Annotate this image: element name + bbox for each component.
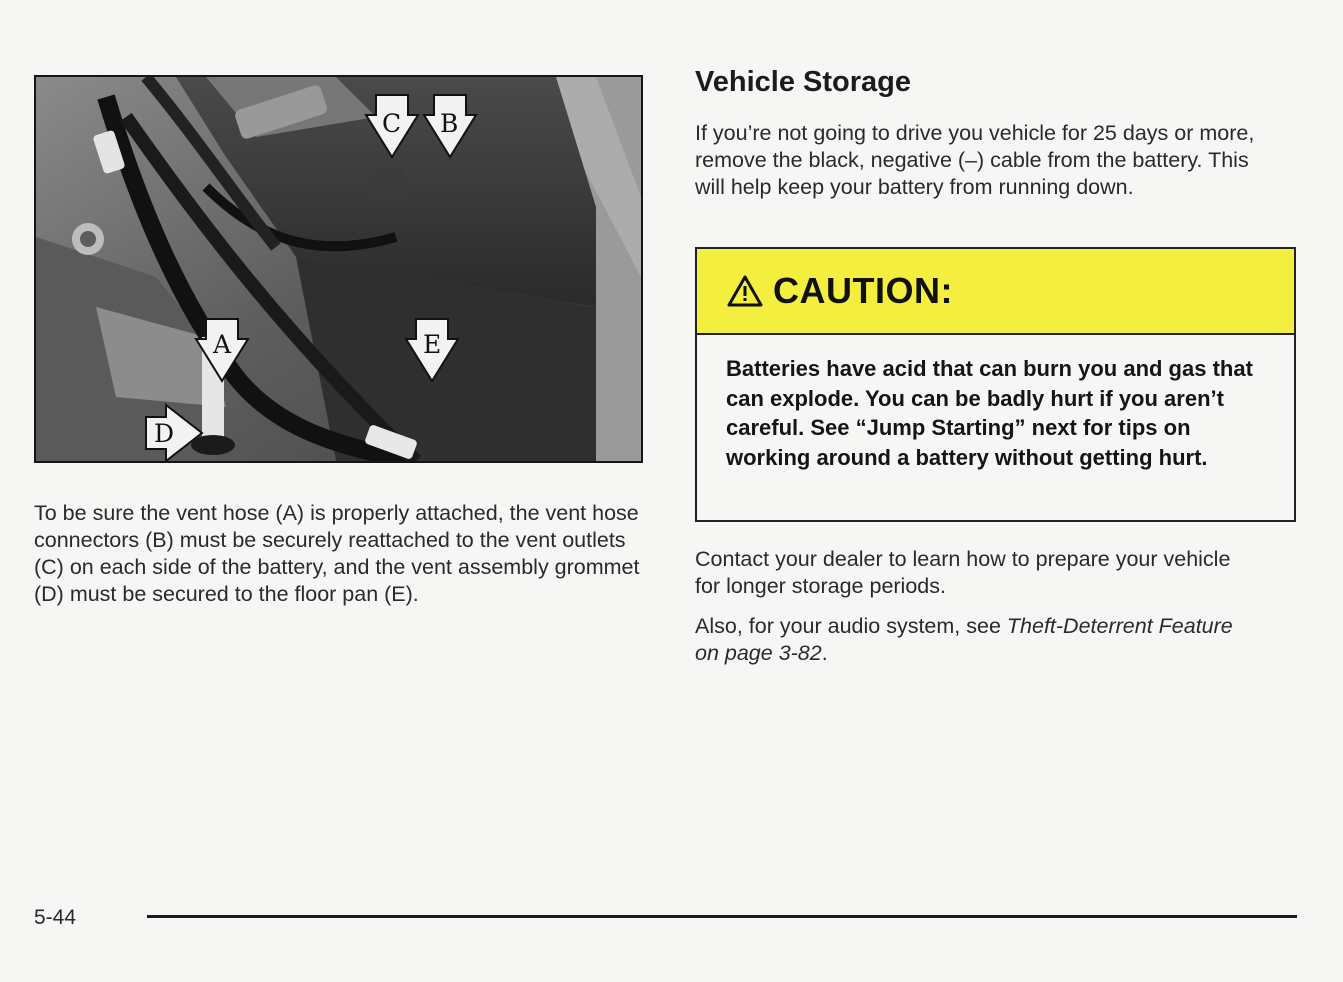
callout-c-label: C — [382, 109, 402, 138]
storage-intro-paragraph: If you’re not going to drive you vehicle for 25 days or more, remove the black, negative (–) cable from the battery. This will help keep your battery from running down. — [695, 121, 1255, 199]
audio-paragraph — [695, 613, 1255, 667]
callout-b-label: B — [440, 109, 459, 138]
battery-photo — [34, 75, 643, 463]
callout-d-label: D — [154, 419, 175, 448]
caution-box — [695, 247, 1296, 522]
page-number: 5-44 — [34, 906, 77, 929]
battery-illustration — [36, 77, 641, 461]
warning-triangle-icon — [727, 275, 763, 307]
caution-header — [697, 249, 1294, 335]
caution-title: CAUTION: — [773, 270, 953, 311]
dealer-paragraph: Contact your dealer to learn how to prepare your vehicle for longer storage periods. — [695, 547, 1231, 598]
audio-suffix: . — [821, 641, 828, 665]
callout-a-label: A — [213, 330, 232, 359]
audio-prefix: Also, for your audio system, see — [695, 614, 1007, 638]
footer-rule — [147, 915, 1297, 918]
caution-text: Batteries have acid that can burn you and gas that can explode. You can be badly hurt if you aren’t careful. See “Jump Starting” next for tips on working around a battery without getting hurt. — [726, 356, 1253, 470]
cross-reference-link[interactable]: Theft-Deterrent Feature on page 3-82 — [695, 614, 1233, 665]
callout-e-label: E — [423, 330, 442, 359]
figure-caption: To be sure the vent hose (A) is properly attached, the vent hose connectors (B) must be securely reattached to the vent outlets (C) on each side of the battery, and the vent assembly grommet (D) must be secured to the floor pan (E). — [34, 501, 640, 606]
section-heading: Vehicle Storage — [695, 66, 911, 98]
